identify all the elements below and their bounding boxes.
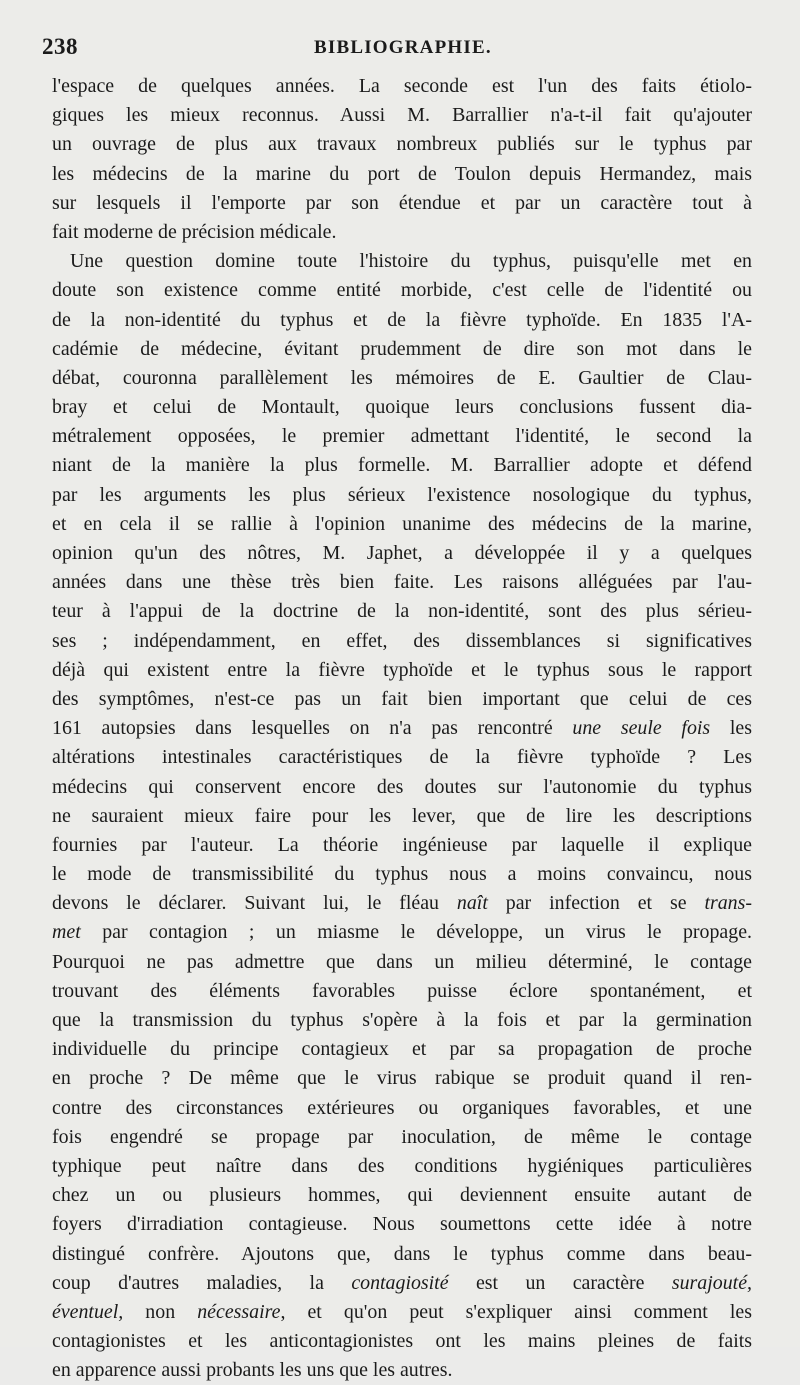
text-line: années dans une thèse très bien faite. Les raisons alléguées par l'au- [52, 571, 752, 594]
text-line: déjà qui existent entre la fièvre typhoïde et le typhus sous le rapport [52, 658, 752, 681]
text-line: devons le déclarer. Suivant lui, le fléau naît par infection et se trans- [52, 892, 752, 915]
text-line: chez un ou plusieurs hommes, qui deviennent ensuite autant de [52, 1184, 752, 1207]
text-line: et en cela il se rallie à l'opinion unanime des médecins de la marine, [52, 512, 752, 535]
text-line: ne sauraient mieux faire pour les lever, que de lire les descriptions [52, 804, 752, 827]
page-header [42, 34, 758, 66]
text-line: le mode de transmissibilité du typhus nous a moins convaincu, nous [52, 863, 752, 886]
text-line: contre des circonstances extérieures ou organiques favorables, et une [52, 1096, 752, 1119]
text-line: doute son existence comme entité morbide, c'est celle de l'identité ou [52, 279, 752, 302]
text-line: un ouvrage de plus aux travaux nombreux publiés sur le typhus par [52, 133, 752, 156]
text-line: Une question domine toute l'histoire du typhus, puisqu'elle met en [70, 250, 752, 273]
text-line: giques les mieux reconnus. Aussi M. Barrallier n'a-t-il fait qu'ajouter [52, 104, 752, 127]
text-line: distingué confrère. Ajoutons que, dans le typhus comme dans beau- [52, 1242, 752, 1265]
text-line: sur lesquels il l'emporte par son étendue et par un caractère tout à [52, 191, 752, 214]
text-line: ses ; indépendamment, en effet, des dissemblances si significatives [52, 629, 752, 652]
text-line: opinion qu'un des nôtres, M. Japhet, a développée il y a quelques [52, 542, 752, 564]
text-line: coup d'autres maladies, la contagiosité est un caractère surajouté, [52, 1271, 752, 1294]
text-line: l'espace de quelques années. La seconde est l'un des faits étiolo- [52, 75, 752, 97]
text-line: met par contagion ; un miasme le développe, un virus le propage. [52, 921, 752, 944]
text-line: fait moderne de précision médicale. [52, 220, 337, 243]
text-line: fois engendré se propage par inoculation, de même le contage [52, 1125, 752, 1148]
text-line: fournies par l'auteur. La théorie ingénieuse par laquelle il explique [52, 833, 752, 856]
text-line: médecins qui conservent encore des doutes sur l'autonomie du typhus [52, 775, 752, 798]
running-head: BIBLIOGRAPHIE. [314, 37, 492, 58]
text-line: des symptômes, n'est-ce pas un fait bien important que celui de ces [52, 687, 752, 710]
text-line: que la transmission du typhus s'opère à la fois et par la germination [52, 1009, 752, 1031]
text-line: niant de la manière la plus formelle. M. Barrallier adopte et défend [52, 454, 752, 477]
text-line: foyers d'irradiation contagieuse. Nous soumettons cette idée à notre [52, 1213, 752, 1236]
text-line: éventuel, non nécessaire, et qu'on peut s'expliquer ainsi comment les [52, 1300, 752, 1323]
text-line: métralement opposées, le premier admettant l'identité, le second la [52, 425, 752, 448]
text-line: les médecins de la marine du port de Toulon depuis Hermandez, mais [52, 162, 752, 185]
text-line: de la non-identité du typhus et de la fièvre typhoïde. En 1835 l'A- [52, 308, 752, 331]
text-line: individuelle du principe contagieux et par sa propagation de proche [52, 1038, 752, 1061]
text-line: typhique peut naître dans des conditions hygiéniques particulières [52, 1154, 752, 1177]
text-line: contagionistes et les anticontagionistes ont les mains pleines de faits [52, 1330, 752, 1353]
text-line: cadémie de médecine, évitant prudemment de dire son mot dans le [52, 337, 752, 360]
text-line: teur à l'appui de la doctrine de la non-identité, sont des plus sérieu- [52, 600, 752, 623]
text-line: en apparence aussi probants les uns que les autres. [52, 1359, 453, 1382]
text-line: par les arguments les plus sérieux l'existence nosologique du typhus, [52, 483, 752, 506]
page-number: 238 [42, 34, 78, 59]
text-line: débat, couronna parallèlement les mémoires de E. Gaultier de Clau- [52, 366, 752, 389]
text-line: en proche ? De même que le virus rabique se produit quand il ren- [52, 1067, 752, 1090]
text-line: altérations intestinales caractéristiques de la fièvre typhoïde ? Les [52, 746, 752, 769]
body-text [52, 72, 752, 1385]
text-line: trouvant des éléments favorables puisse éclore spontanément, et [52, 979, 752, 1002]
text-line: Pourquoi ne pas admettre que dans un milieu déterminé, le contage [52, 950, 752, 973]
text-line: bray et celui de Montault, quoique leurs conclusions fussent dia- [52, 396, 752, 419]
text-line: 161 autopsies dans lesquelles on n'a pas rencontré une seule fois les [52, 717, 752, 740]
